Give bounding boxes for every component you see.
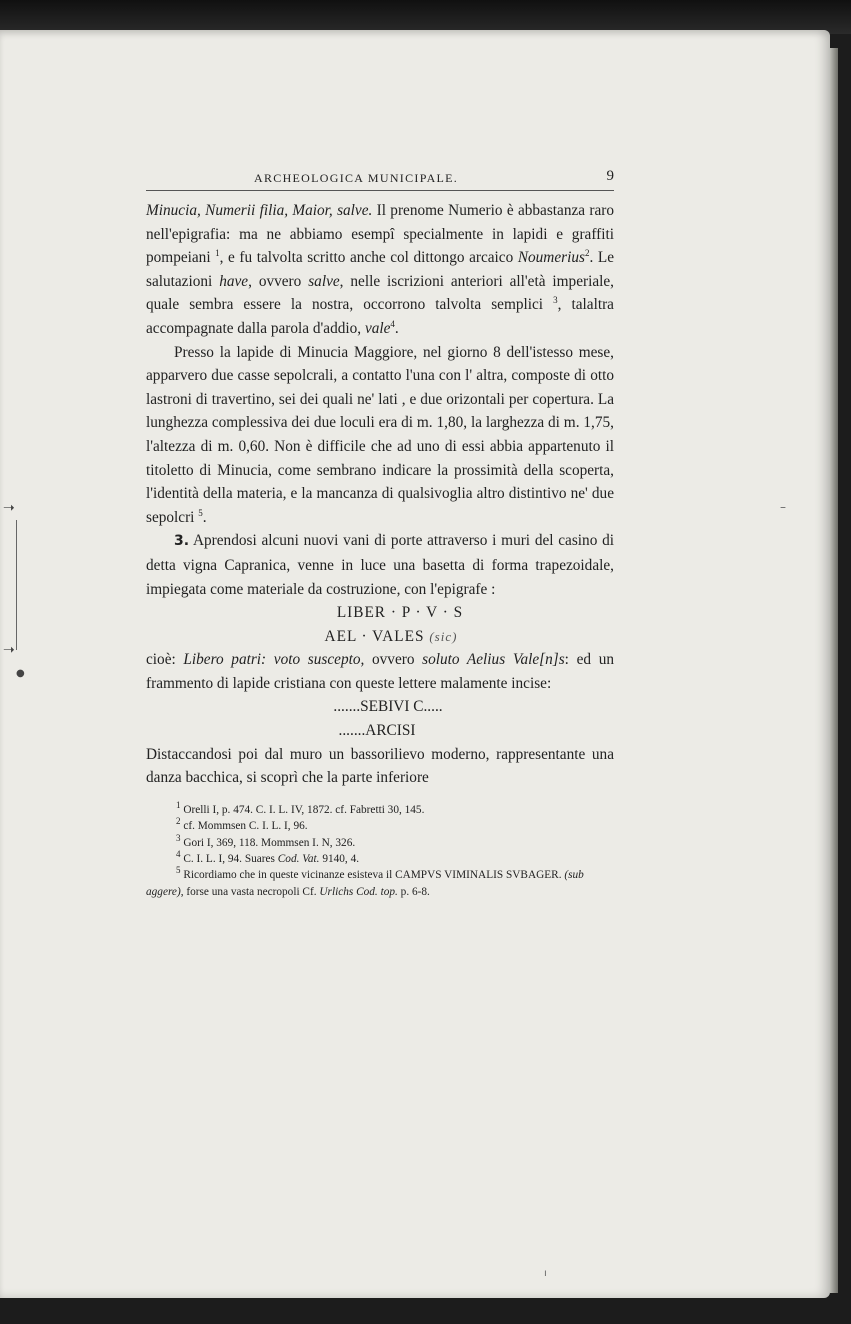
paragraph-1-text: Il prenome Numerio è abbastanza raro nell'epigrafia: ma ne abbiamo esempî specialmente in lapidi e graffiti pompeiani	[146, 202, 614, 267]
footnote-3-text: Gori I, 369, 118. Mommsen I. N, 326.	[180, 836, 356, 849]
footnote-1	[146, 802, 614, 818]
fragment-line-2: .......ARCISI	[338, 722, 416, 740]
footnote-2	[146, 818, 614, 834]
footnote-4	[146, 851, 614, 867]
scan-top-border	[0, 0, 851, 34]
footnote-1-text: Orelli I, p. 474. C. I. L. IV, 1872. cf. Fabretti 30, 145.	[180, 803, 425, 816]
term-vale: vale	[364, 319, 391, 337]
paragraph-1-text-4: , ovvero	[248, 272, 309, 290]
inscription-line-1: LIBER · P · V · S	[336, 604, 464, 622]
footnotes	[146, 802, 614, 900]
footnote-5-num: 5	[176, 865, 181, 876]
stray-tick-mark: ı	[544, 1268, 547, 1279]
fragment-line-1: .......SEBIVI C.....	[333, 698, 443, 716]
paragraph-2	[146, 341, 614, 530]
footnote-5-italic: (sub aggere)	[146, 869, 584, 898]
reading-libero-patri: Libero patri: voto suscepto,	[183, 651, 365, 669]
footnote-ref-4: 4	[390, 318, 395, 329]
paragraph-1	[146, 199, 614, 341]
footnote-2-num: 2	[176, 816, 181, 827]
paragraph-4-pre: cioè:	[146, 651, 184, 669]
footnote-ref-1: 1	[215, 248, 220, 259]
paragraph-1-text-5: , nelle iscrizioni anteriori all'età imperiale, quale sembra essere la nostra, occorrono talvolta semplici	[146, 272, 614, 314]
running-head-title: ARCHEOLOGICA MUNICIPALE.	[254, 171, 459, 185]
paragraph-1-end: .	[394, 319, 399, 337]
section-number: 3.	[174, 533, 190, 550]
inscription-reading: Minucia, Numerii filia, Maior, salve.	[146, 202, 373, 219]
paragraph-2-text: Presso la lapide di Minucia Maggiore, nel giorno 8 dell'istesso mese, apparvero due casse sepolcrali, a contatto l'una con l' altra, composte di otto lastroni di travertino, sei dei quali ne' lati , e due orizontali per copertura. La lunghezza complessiva dei due loculi era di m. 1,80, la larghezza di m. 1,75, l'altezza di m. 0,60. Non è difficile che ad uno di essi abbia appartenuto il titoletto di Minucia, come sembrano indicare la prossimità della scoperta, l'identità della materia, e la mancanza di qualsivoglia altro distintivo ne' due sepolcri	[146, 343, 614, 526]
term-have: have	[219, 272, 249, 290]
reading-aelius-valens: soluto Aelius Vale[n]s	[422, 651, 565, 669]
footnote-4-text-post: 9140, 4.	[319, 853, 360, 866]
margin-arrow-mark-2: ➝	[3, 642, 15, 658]
paragraph-1-text-2: , e fu talvolta scritto anche col dittongo arcaico	[219, 249, 518, 267]
footnote-ref-2: 2	[584, 248, 590, 259]
term-salve: salve	[308, 272, 340, 290]
footnote-5-italic-2: Urlichs Cod. top.	[319, 885, 398, 898]
paragraph-3	[146, 529, 614, 601]
margin-rule-mark	[16, 520, 17, 650]
footnote-4-num: 4	[176, 849, 181, 860]
margin-dot-mark: ●	[16, 668, 25, 679]
paragraph-4-mid: ovvero	[364, 651, 423, 669]
book-page	[146, 168, 614, 900]
footnote-1-num: 1	[176, 800, 181, 811]
paragraph-4-rest: : ed un frammento di lapide cristiana con queste lettere malamente incise:	[146, 651, 614, 692]
footnote-4-italic: Cod. Vat.	[277, 853, 320, 866]
paragraph-1-text-6: , talaltra accompagnate dalla parola d'addio,	[146, 296, 614, 337]
term-noumerius: Noumerius	[517, 249, 585, 267]
footnote-2-text: cf. Mommsen C. I. L. I, 96.	[180, 820, 308, 833]
paragraph-2-end: .	[202, 508, 207, 526]
sic-note: (sic)	[429, 628, 458, 644]
page-edge	[830, 48, 838, 1293]
inscription-line-2-text: AEL · VALES	[324, 627, 425, 645]
margin-arrow-mark: ➝	[3, 500, 15, 516]
paragraph-3-text: Aprendosi alcuni nuovi vani di porte attraverso i muri del casino di detta vigna Capranica, venne in luce una basetta di forma trapezoidale, impiegata come materiale da costruzione, con l'epigrafe :	[146, 532, 614, 598]
inscription-line-2	[146, 625, 614, 649]
footnote-5	[146, 867, 614, 900]
footnote-5-text: Ricordiamo che in queste vicinanze esisteva il CAMPVS VIMINALIS SVBAGER.	[180, 869, 565, 882]
footnote-ref-5: 5	[198, 507, 203, 518]
body-text	[146, 199, 614, 790]
footnote-5-text-post: p. 6-8.	[397, 885, 430, 898]
footnote-ref-3: 3	[553, 295, 558, 306]
footnote-4-text: C. I. L. I, 94. Suares	[180, 853, 278, 866]
paragraph-1-text-3: . Le salutazioni	[146, 249, 614, 290]
stray-dash-mark: –	[780, 500, 786, 514]
footnote-3	[146, 832, 614, 851]
page-number: 9	[606, 168, 614, 184]
paragraph-4	[146, 648, 614, 695]
footnote-5-text-mid: , forse una vasta necropoli Cf.	[180, 885, 320, 898]
running-head	[146, 168, 614, 191]
paragraph-5: Distaccandosi poi dal muro un bassorilievo moderno, rappresentante una danza bacchica, si scoprì che la parte inferiore	[146, 745, 614, 787]
footnote-3-num: 3	[176, 832, 181, 843]
